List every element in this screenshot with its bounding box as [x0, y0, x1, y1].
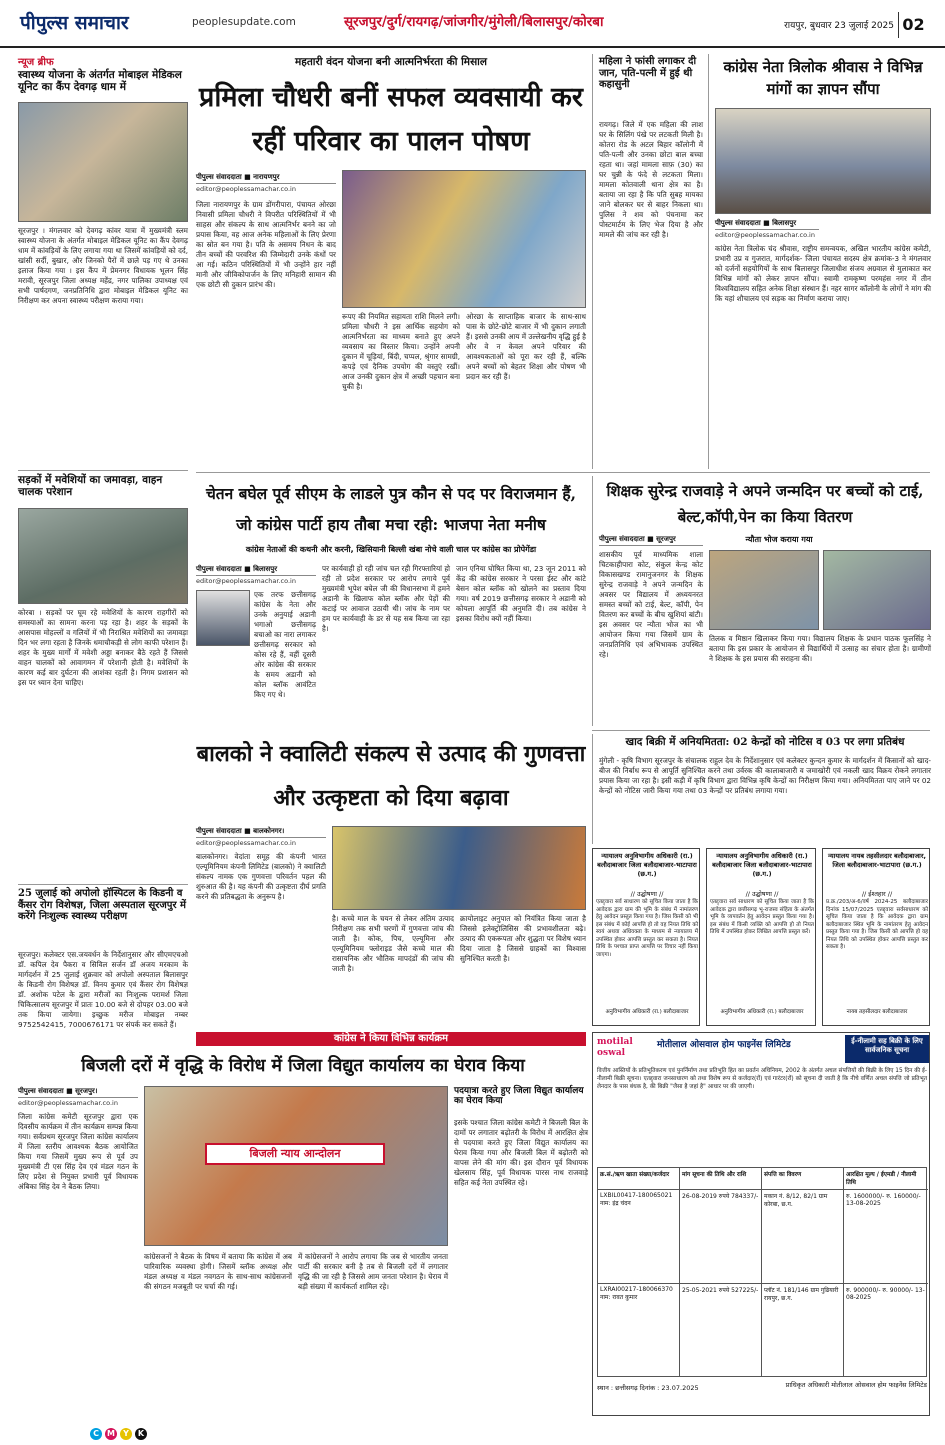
suicide-body: रायगढ़। जिले में एक महिला की लाश घर के सिलिंग पंखे पर लटकती मिली है। कोतरा रोड के अटल बिहार कॉलोनी में पति-पत्नी और उनका छोटा बाल बच्चा रहता था। जहां मामला साफ़ (30) का घर चुन्नी के फंदे से लटकता मिला। मामला कोतवाली थाना क्षेत्र का है। बताया जा रहा है कि पति सुबह मायका जाने बोलकर घर से बाहर निकला था। पुलिस ने शव को पंचनामा कर पोस्टमार्टम के लिए भेज दिया है और मामले की जांच कर रही है। — [599, 120, 706, 239]
logo[interactable]: पीपुल्स समाचार — [20, 12, 129, 34]
chetan-col1: एक तरफ छत्तीसगढ़ कांग्रेस के नेता और उनके अनुयाई अडानी भगाओ छत्तीसगढ़ बचाओ का नारा लगाकर छत्तीसगढ़ सरकार को कोस रहे हैं, वहीं दूसरी ओर कांग्रेस की सरकार के समय अडानी को कोल ब्लॉक आवंटित किए गए थे। — [254, 590, 319, 699]
chetan-subhead: कांग्रेस नेताओं की कथनी और करनी, खिसियानी बिल्ली खंबा नोचे वाली चाल पर कांग्रेस का प्रोपेगेंडा — [245, 545, 537, 554]
fertilizer-story — [592, 734, 934, 844]
notice-body: एतद्द्वारा सर्व साधारण को सूचित किया जाता है कि आवेदक द्वारा ग्राम की भूमि के संबंध में नामांतरण हेतु आवेदन प्रस्तुत किया गया है। जिस किसी को भी इस संबंध में कोई आपत्ति हो तो वह नियत तिथि को स्वयं अथवा अधिवक्ता के माध्यम से न्यायालय में उपस्थित होकर आपत्ति प्रस्तुत कर सकता है। नियत तिथि के पश्चात प्राप्त आपत्ति पर विचार नहीं किया जाएगा। — [596, 899, 700, 958]
notice-sign: अनुविभागीय अधिकारी (रा.) बलौदाबाजार — [605, 1009, 689, 1015]
cattle-body: कोरबा । सड़कों पर घूम रहे मवेशियों के कारण राहगीरों को समस्याओं का सामना करना पड़ रहा है। शहर के सड़कों के आसपास मोहल्लों व गलियों में भी निराश्रित मवेशियों का जमावड़ा दिन भर लगा रहता है जिनके धमाचौकड़ी से लोग काफी परेशान हैं। शहर के मुख्य मार्गों में मवेशी अड्डा बनाकर बैठे रहते हैं जिससे वाहन चालकों को आवागमन में परेशानी होती है। मवेशियों के कारण कई बार दुर्घटना की आशंका रहती है। निगम प्रशासन को इस पर ध्यान देना चाहिए। — [18, 608, 191, 687]
dateline: रायपुर, बुधवार 23 जुलाई 2025 — [784, 21, 894, 31]
lead-byline: पीपुल्स संवाददाता ■ नारायणपुर — [196, 172, 336, 184]
protest-photo — [144, 1086, 448, 1246]
chetan-story — [196, 476, 589, 726]
news-brief — [18, 54, 191, 469]
ad-right-title: ई-नीलामी सह बिक्री के लिए सार्वजनिक सूचना — [845, 1035, 929, 1063]
balco-col1: बालकोनगर। वेदांता समूह की कंपनी भारत एल्यूमिनियम कंपनी लिमिटेड (बालको) ने क्वालिटी संकल्प नामक एक गुणवत्ता परिवर्तन पहल की शुरुआत की है। यह कंपनी की उत्कृष्टता दीर्घ प्रगति करने की प्रतिबद्धता के अनुरूप है। — [196, 852, 329, 901]
apollo-body: सूरजपुर। कलेक्टर एस.जयवर्धन के निर्देशानुसार और सीएमएचओ डॉ. कपिल देव पैकरा व सिविल सर्जन डॉ अजय मरकाम के मार्गदर्शन में 25 जुलाई शुक्रवार को अपोलो अस्पताल बिलासपुर के किडनी रोग विशेषज्ञ डॉ. विनय कुमार एवं कैंसर रोग विशेषज्ञ डॉ. अशोक पटेल के द्वारा मरीजों का निःशुल्क परामर्श जिला चिकित्सालय सूरजपुर में प्रातः 10.00 बजे से दोपहर 03.00 बजे तक किया जायेगा। इच्छुक मरीज मोबाइल नम्बर 9752542415, 7000676171 पर संपर्क कर सकते हैं। — [18, 950, 191, 1029]
divider — [18, 470, 188, 471]
lead-email: editor@peoplessamachar.co.in — [196, 185, 296, 193]
chetan-col3: जान एनिया घोषित किया था, 23 जून 2011 को केंद्र की कांग्रेस सरकार ने परसा ईस्ट और कांटे बेसन कोल ब्लॉक को खोलने का प्रस्ताव दिया गया। वर्ष 2019 छत्तीसगढ़ सरकार ने अडानी को कोयला आपूर्ति की अनुमति दी। तब कांग्रेस ने इसका विरोध क्यों नहीं किया। — [456, 564, 589, 623]
ad-table-cell: 26-08-2019 रुपये 784337/- — [680, 1190, 762, 1284]
ad-table-cell: रु. 1600000/- रु. 160000/- 13-08-2025 — [844, 1190, 928, 1284]
chetan-col2: पर कार्यवाही हो रही जांच चल रही गिरफ्तारियां हो रही तो प्रदेश सरकार पर आरोप लगाये पूर्व मुख्यमंत्री भूपेश बघेल जी की विधानसभा में हमने अडानी के खिलाफ कोल ब्लॉक और पेड़ों की कटाई पर आवाज उठायी थी। जांच के नाम पर हम पर कार्यवाही के डर से यह सब किया जा रहा है। — [322, 564, 453, 633]
event-photo — [823, 550, 931, 630]
balco-byline: पीपुल्स संवाददाता ■ बालकोनगर। — [196, 826, 326, 838]
website-url[interactable]: peoplesupdate.com — [192, 16, 296, 28]
court-notice-2 — [706, 848, 816, 1026]
teacher-byline: पीपुल्स संवाददाता ■ सूरजपुर — [599, 534, 703, 546]
balco-story — [196, 730, 589, 1026]
court-notice-1 — [592, 848, 700, 1026]
chetan-email: editor@peoplessamachar.co.in — [196, 577, 296, 585]
balco-email: editor@peoplessamachar.co.in — [196, 839, 296, 847]
ad-table-cell: 25-05-2021 रुपये 527225/- — [680, 1284, 762, 1376]
fertilizer-body: मुंगेली - कृषि विभाग सूरजपुर के संचालक राहुल देव के निर्देशानुसार एवं कलेक्टर कुन्दन कुमार के मार्गदर्शन में किसानों को खाद-बीज की निर्बाध रूप से आपूर्ति सुनिश्चित करने तथा उर्वरक की कालाबाजारी व जमाखोरी एवं नकली खाद विक्रय रोकने लगातार प्रयास किया जा रहा है। इसी कड़ी में कृषि विभाग द्वारा विभिन्न कृषि केन्द्रों का निरीक्षण किया गया। अनियमितता पाए जाने पर 02 केन्द्रों को नोटिस जारी किया गया तथा 03 केन्द्रों पर प्रतिबंध लगाया गया। — [599, 756, 934, 795]
divider — [18, 884, 188, 885]
notice-title: न्यायालय अनुविभागीय अधिकारी (रा.) बलौदाबाजार जिला बलौदाबाजार-भाटापारा (छ.ग.) — [712, 852, 812, 878]
lead-story — [196, 54, 589, 469]
ad-sign: प्राधिकृत अधिकारी मोतीलाल ओसवाल होम फाइनेंस लिमिटेड — [785, 1381, 927, 1389]
brief-label: न्यूज ब्रीफ — [18, 57, 54, 68]
notice-sign: अनुविभागीय अधिकारी (रा.) बलौदाबाजार — [720, 1009, 804, 1015]
manish-photo — [196, 590, 250, 646]
ad-table-cell: प्लॉट नं. 181/146 ग्राम गुढियारी रायपुर, छ.ग. — [762, 1284, 844, 1376]
court-notice-3 — [822, 848, 930, 1026]
motilal-ad — [592, 1032, 930, 1416]
protest-side-body: इसके पश्चात जिला कांग्रेस कमेटी ने बिजली बिल के दामों पर लगातार बढ़ोतरी के विरोध में आरक्षित क्षेत्र से पदयात्रा करते हुए जिला विद्युत कार्यालय का घेराव किया गया और बिजली बिल में बढ़ोतरी को वापस लेने की मांग की। इस दौरान पूर्व विधायक खेलसाय सिंह, पूर्व विधायक पारस नाथ राजवाड़े सहित कई नेता उपस्थित रहे। — [454, 1118, 591, 1187]
lead-col2: रूपए की नियमित सहायता राशि मिलने लगी। प्रमिला चौधरी ने इस आर्थिक सहयोग को आत्मनिर्भरता का माध्यम बनाते हुए अपने व्यवसाय का विस्तार किया। उन्होंने अपनी दुकान में चूड़ियां, बिंदी, चप्पल, श्रृंगार सामग्री, कपड़े एवं दैनिक उपयोग की वस्तुएं रखीं। आज उनकी दुकान क्षेत्र में अच्छी पहचान बना चुकी है। — [342, 312, 463, 391]
protest-story — [18, 1086, 591, 1416]
congress-byline: पीपुल्स संवाददाता ■ बिलासपुर — [715, 218, 819, 230]
suicide-story — [592, 54, 706, 469]
notice-sub: // उद्घोषणा // — [745, 890, 779, 898]
apollo-headline: 25 जुलाई को अपोलो हॉस्पिटल के किडनी व कैंसर रोग विशेषज्ञ, जिला अस्पताल सूरजपुर में करेंगे निःशुल्क स्वास्थ्य परीक्षण — [18, 888, 187, 922]
brief-body: सूरजपुर । मंगलवार को देवगढ़ कांवर यात्रा में मुख्यमंत्री स्लम स्वास्थ्य योजना के अंतर्गत मोबाइल मेडिकल यूनिट का कैंप देवगढ़ धाम में कांवड़ियों के लिए लगाया गया था जिसमें कांवड़ियों को दर्द, खांसी सर्दी, बुखार, और जिनको पैरों में छाले पड़ गए थे उनका इलाज किया गया । इस कैंप में प्रेमनगर विधायक भूलन सिंह मरावी, सूरजपुर जिला अध्यक्ष महेंद्र, नगर पालिका उपाध्यक्ष एवं सभी पार्षदगण, जनप्रतिनिधि द्वारा मोबाइल मेडिकल यूनिट का निरीक्षण कर अपना स्वास्थ्य परीक्षण कराया गया। — [18, 226, 191, 305]
protest-byline: पीपुल्स संवाददाता ■ सूरजपुर। — [18, 1086, 138, 1098]
notice-body: एतद्द्वारा सर्व साधारण को सूचित किया जाता है कि आवेदक द्वारा छत्तीसगढ़ भू-राजस्व संहिता के अंतर्गत भूमि के व्यपवर्तन हेतु आवेदन प्रस्तुत किया गया है। इस संबंध में किसी व्यक्ति को आपत्ति हो तो नियत तिथि में उपस्थित होकर लिखित आपत्ति प्रस्तुत करें। — [710, 899, 816, 935]
teacher-headline: शिक्षक सुरेन्द्र राजवाड़े ने अपने जन्मदिन पर बच्चों को टाई, बेल्ट,कॉपी,पेन का किया वितरण — [606, 482, 924, 526]
ad-table-header: संपत्ति का विवरण — [762, 1168, 844, 1190]
notice-sign: नायब तहसीलदार बलौदाबाजार — [846, 1009, 908, 1015]
teacher-story — [592, 476, 934, 726]
balco-col2: है। कच्चे माल के चयन से लेकर अंतिम उत्पाद निरीक्षण तक सभी चरणों में गुणवत्ता जांच की जाती है। कोक, पिच, एल्यूमिना और एल्यूमिनियम फ्लोराइड जैसे कच्चे माल की रासायनिक और भौतिक मापदंडों की जांच की जाती है। — [332, 914, 457, 973]
ad-brand: motilal oswal — [597, 1037, 633, 1058]
reg-mark-y: Y — [120, 1428, 132, 1440]
balco-col3: क्रायोलाइट अनुपात को नियंत्रित किया जाता है जिससे इलेक्ट्रोलिसिस की प्रभावशीलता बढ़े। उत्पाद की एकरूपता और शुद्धता पर विशेष ध्यान दिया जाता है जिससे ग्राहकों का विश्वास सुनिश्चित करती है। — [460, 914, 589, 963]
balco-workers-photo — [332, 826, 586, 910]
lead-col1: जिला नारायणपुर के ग्राम डोंगरीपारा, पंचायत ओरछा निवासी प्रमिला चौधरी ने विपरीत परिस्थितियों में भी साहस और संकल्प के साथ आत्मनिर्भर बनने का जो प्रयास किया, वह आज अनेक महिलाओं के लिए प्रेरणा का स्रोत बन गया है। पति के असमय निधन के बाद तीन बच्चों की परवरिश की जिम्मेदारी उनके कंधों पर आ गई। कठिन परिस्थितियों में भी उन्होंने हार नहीं मानी और जीविकोपार्जन के लिए मनिहारी सामान की एक छोटी सी दुकान प्रारंभ की। — [196, 200, 339, 289]
cattle-story — [18, 474, 191, 884]
balco-headline: बालको ने क्वालिटी संकल्प से उत्पाद की गुणवत्ता और उत्कृष्टता को दिया बढ़ावा — [196, 741, 586, 811]
ad-table-cell: LXRAI00217-180066370 नाम: रावत कुमार — [598, 1284, 680, 1376]
teacher-body2: तिलक व मिष्ठान खिलाकर किया गया। विद्यालय शिक्षक के प्रधान पाठक फूलसिंह ने बताया कि इस प्रकार के आयोजन से विद्यार्थियों में उत्साह का संचार होता है। ग्रामीणों ने शिक्षक के इस प्रयास की सराहना की। — [709, 634, 934, 663]
suicide-headline: महिला ने फांसी लगाकर दी जान, पति-पत्नी में हुई थी कहासुनी — [599, 56, 697, 90]
divider — [592, 730, 930, 731]
ad-table-header: क्र.सं./ऋण खाता संख्या/कर्जदार — [598, 1168, 680, 1190]
city-list: सूरजपुर/दुर्ग/रायगढ़/जांजगीर/मुंगेली/बिलासपुर/कोरबा — [344, 14, 604, 30]
lead-headline: प्रमिला चौधरी बनीं सफल व्यवसायी कर रहीं परिवार का पालन पोषण — [199, 82, 583, 157]
ad-table-header: मांग सूचना की तिथि और राशि — [680, 1168, 762, 1190]
protest-col3: में कांग्रेसजनों ने आरोप लगाया कि जब से भारतीय जनता पार्टी की सरकार बनी है तब से बिजली दरों में लगातार वृद्धि की जा रही है जिससे आम जनता परेशान है। घेराव में बड़ी संख्या में कार्यकर्ता शामिल रहे। — [298, 1252, 451, 1291]
brief-headline: स्वास्थ्य योजना के अंतर्गत मोबाइल मेडिकल यूनिट का कैंप देवगढ़ धाम में — [18, 69, 182, 94]
lead-col3: ओरछा के साप्ताहिक बाजार के साथ-साथ पास के छोटे-छोटे बाजार में भी दुकान लगाती हैं। इससे उनकी आय में उल्लेखनीय वृद्धि हुई है और वे न केवल अपने परिवार की आवश्यकताओं को पूरा कर रही हैं, बल्कि अपने बच्चों को बेहतर शिक्षा और पोषण भी प्रदान कर रही हैं। — [466, 312, 589, 381]
protest-kicker: कांग्रेस ने किया विभिन्न कार्यक्रम — [196, 1032, 586, 1046]
ad-body: वित्तीय आस्तियों के प्रतिभूतिकरण एवं पुनर्निर्माण तथा प्रतिभूति हित का प्रवर्तन अधिनियम, 2002 के अंतर्गत अचल संपत्तियों की बिक्री के लिए 15 दिन की ई-नीलामी बिक्री सूचना। एतद्द्वारा जनसाधारण को तथा विशेष रूप से कर्जदार(रों) एवं गारंटर(रों) को सूचना दी जाती है कि नीचे वर्णित अचल संपत्ति जो प्रतिभूत लेनदार के पास बंधक है, की बिक्री "जैसा है जहां है" आधार पर की जाएगी। — [597, 1068, 929, 1090]
cattle-headline: सड़कों में मवेशियों का जमावड़ा, वाहन चालक परेशान — [18, 474, 163, 499]
notice-body: प्र.क्र./203/अ-6/वर्ष 2024-25 बलौदाबाजार दिनांक 15/07/2025 एतद्द्वारा सर्वसाधारण को सूचित किया जाता है कि आवेदक द्वारा ग्राम बलौदाबाजार स्थित भूमि के नामांतरण हेतु आवेदन प्रस्तुत किया गया है। जिस किसी को आपत्ति हो वह नियत तिथि को उपस्थित होकर आपत्ति प्रस्तुत कर सकता है। — [826, 899, 930, 950]
fertilizer-headline: खाद बिक्री में अनियमितता: 02 केन्द्रों को नोटिस व 03 पर लगा प्रतिबंध — [625, 736, 905, 748]
teacher-body: शासकीय पूर्व माध्यमिक शाला चिटकाहीपारा कोट, संकुल केन्द्र कोट विकासखण्ड रामानुजनगर के शिक्षक सुरेन्द्र राजवाड़े ने अपने जन्मदिन के अवसर पर विद्यालय में अध्ययनरत समस्त बच्चों को टाई, बेल्ट, कॉपी, पेन वितरण कर बच्चों के बीच खुशियां बांटी। इस अवसर पर न्यौता भोज का भी आयोजन किया गया जिसमें ग्राम के जनप्रतिनिधि एवं अभिभावक उपस्थित रहे। — [599, 550, 706, 659]
cattle-photo — [18, 508, 188, 604]
ad-table-header: आरक्षित मूल्य / ईएमडी / नीलामी तिथि — [844, 1168, 928, 1190]
congress-body: कांग्रेस नेता त्रिलोक चंद श्रीवास, राष्ट्रीय समन्वयक, अखिल भारतीय कांग्रेस कमेटी, प्रभारी उप्र व गुजरात, मार्गदर्शक- जिला पंचायत सदस्य क्षेत्र क्रमांक-3 ने मंगलवार को दर्जनों सहयोगियों के साथ बिलासपुर जिलाधीश संजय अग्रवाल से मुलाकात कर विभिन्न मांगों को लेकर ज्ञापन सौंपा। स्वामी रामकृष्ण परमहंस नगर में तीन विश्वविद्यालय सहित अनेक शिक्षा संस्थान हैं। नहर सागर कॉलोनी के लोगों ने मांग की कि यहां शौचालय एवं सड़क का निर्माण कराया जाए। — [715, 244, 934, 303]
protest-email: editor@peoplessamachar.co.in — [18, 1099, 118, 1107]
ad-table-cell: LXBIL00417-180065021 नाम: इंद्र चंदन — [598, 1190, 680, 1284]
divider — [196, 472, 930, 473]
students-photo — [709, 550, 819, 630]
protest-col2: कांग्रेसजनों ने बैठक के विषय में बताया कि कांग्रेस में अब पारिवारिक व्यवस्था होगी। जिसमें ब्लॉक अध्यक्ष और मंडल अध्यक्ष व मंडल नवगठन के साथ-साथ कांग्रेसजनों की संगठन मजबूती पर चर्चा की गई। — [144, 1252, 295, 1291]
notice-sub: // ईश्तहार // — [861, 890, 893, 898]
congress-email: editor@peoplessamachar.co.in — [715, 231, 815, 239]
page-number: 02 — [898, 12, 928, 38]
masthead — [0, 0, 945, 48]
registration-bar — [0, 1424, 945, 1445]
reg-mark-c: C — [90, 1428, 102, 1440]
ad-title: मोतीलाल ओसवाल होम फाइनेंस लिमिटेड — [657, 1040, 791, 1050]
ad-table-cell: रु. 900000/- रु. 90000/- 13-08-2025 — [846, 1287, 925, 1301]
medical-camp-photo — [18, 102, 188, 222]
shop-photo — [342, 170, 586, 308]
notice-title: न्यायालय अनुविभागीय अधिकारी (रा.) बलौदाबाजार जिला बलौदाबाजार-भाटापारा (छ.ग.) — [597, 852, 697, 878]
protest-col1: जिला कांग्रेस कमेटी सूरजपुर द्वारा एक दिवसीय कार्यक्रम में तीन कार्यक्रम सम्पन्न किया गया। सर्वप्रथम सूरजपुर जिला कांग्रेस कार्यालय में जिला स्तरीय आवश्यक बैठक आयोजित किया गया जिसमें मुख्य रूप से पूर्व उप मुख्यमंत्री टी एस सिंह देव एवं मंडल गठन के लिए प्रदेश से नियुक्त प्रभारी पूर्व विधायक अंबिका सिंह देव ने बैठक लिया। — [18, 1112, 141, 1191]
protest-headline: बिजली दरों में वृद्धि के विरोध में जिला विद्युत कार्यालय का घेराव किया — [81, 1056, 525, 1076]
teacher-subhead: न्यौता भोज कराया गया — [745, 535, 813, 544]
protest-banner: बिजली न्याय आन्दोलन — [205, 1143, 385, 1165]
reg-mark-m: M — [105, 1428, 117, 1440]
notice-title: न्यायालय नायब तहसीलदार बलौदाबाजार, जिला बलौदाबाजार-भाटापारा (छ.ग.) — [828, 852, 926, 869]
congress-memo-story — [708, 54, 934, 469]
lead-kicker: महतारी वंदन योजना बनी आत्मनिर्भरता की मिसाल — [294, 56, 488, 68]
ad-table — [597, 1167, 927, 1377]
chetan-headline: चेतन बघेल पूर्व सीएम के लाडले पुत्र कौन से पद पर विराजमान हैं, जो कांग्रेस पार्टी हाय तौबा मचा रही: भाजपा नेता मनीष — [205, 484, 577, 534]
memo-photo — [715, 108, 931, 214]
chetan-byline: पीपुल्स संवाददाता ■ बिलासपुर — [196, 564, 316, 576]
ad-table-cell: मकान नं. 8/12, 82/1 ग्राम कोरबा, छ.ग. — [762, 1190, 844, 1284]
protest-side-headline: पदयात्रा करते हुए जिला विद्युत कार्यालय का घेराव किया — [454, 1086, 584, 1107]
congress-headline: कांग्रेस नेता त्रिलोक श्रीवास ने विभिन्न मांगों का ज्ञापन सौंपा — [723, 58, 923, 98]
ad-footer: स्थान : छत्तीसगढ़ दिनांक : 23.07.2025 — [597, 1384, 699, 1392]
notice-sub: // उद्घोषणा // — [630, 890, 664, 898]
reg-mark-k: K — [135, 1428, 147, 1440]
